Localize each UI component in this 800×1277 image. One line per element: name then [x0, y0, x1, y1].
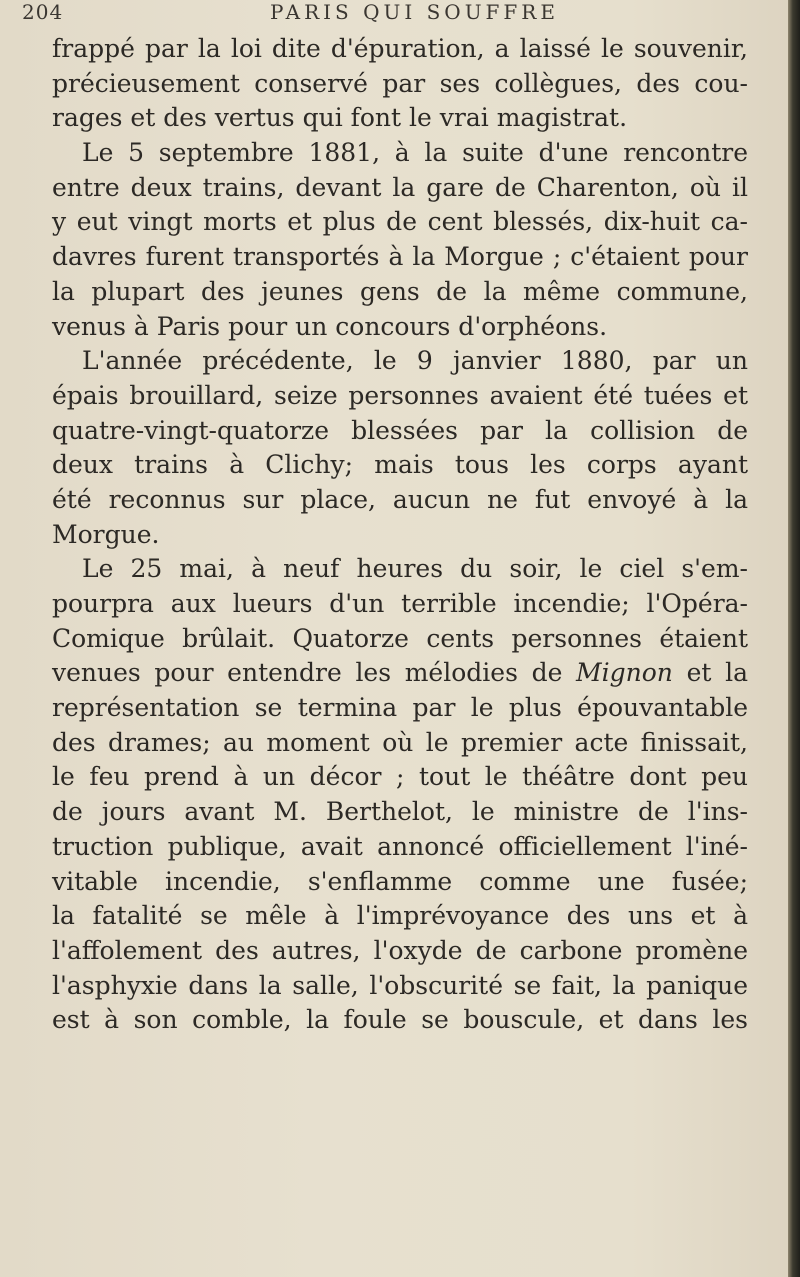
text-line: Le 5 septembre 1881, à la suite d'une rencontre [82, 138, 748, 168]
text-line: l'affolement des autres, l'oxyde de carbone promène [52, 935, 748, 965]
body-text [52, 32, 748, 1038]
text-line: Comique brûlait. Quatorze cents personnes étaient [52, 623, 748, 653]
text-line: de jours avant M. Berthelot, le ministre de l'ins- [52, 797, 748, 827]
text-line: la fatalité se mêle à l'imprévoyance des uns et à [52, 901, 748, 931]
italic-title: Mignon [576, 658, 673, 688]
text-segment: et la [686, 658, 748, 688]
text-line: la plupart des jeunes gens de la même commune, [52, 276, 748, 306]
page-number: 204 [22, 0, 64, 24]
text-line: des drames; au moment où le premier acte finissait, [52, 727, 748, 757]
text-line: vitable incendie, s'enflamme comme une fusée; [52, 866, 748, 896]
text-line: représentation se termina par le plus épouvantable [52, 693, 748, 723]
text-line: Morgue. [52, 519, 160, 549]
text-line-with-italic [52, 656, 748, 691]
text-line: précieusement conservé par ses collègues, des cou- [52, 68, 748, 98]
text-line: quatre-vingt-quatorze blessées par la collision de [52, 415, 748, 445]
text-line: le feu prend à un décor ; tout le théâtre dont peu [52, 762, 748, 792]
text-line: frappé par la loi dite d'épuration, a laissé le souvenir, [52, 34, 748, 63]
text-line: rages et des vertus qui font le vrai magistrat. [52, 103, 628, 133]
text-line: L'année précédente, le 9 janvier 1880, par un [82, 346, 748, 376]
text-line: truction publique, avait annoncé officiellement l'iné- [52, 831, 748, 861]
text-segment: venues pour entendre les mélodies de [52, 658, 563, 688]
text-line: été reconnus sur place, aucun ne fut envoyé à la [52, 484, 748, 514]
text-line: Le 25 mai, à neuf heures du soir, le ciel s'em- [82, 554, 748, 584]
text-line: deux trains à Clichy; mais tous les corps ayant [52, 450, 748, 480]
text-line: y eut vingt morts et plus de cent blessés, dix-huit ca- [52, 207, 748, 237]
page-header [0, 0, 788, 34]
page-edge-shadow [788, 0, 800, 1277]
text-line: davres furent transportés à la Morgue ; c'étaient pour [52, 242, 748, 272]
text-line: l'asphyxie dans la salle, l'obscurité se fait, la panique [52, 970, 748, 1000]
text-line: est à son comble, la foule se bouscule, et dans les [52, 1005, 748, 1035]
text-line: venus à Paris pour un concours d'orphéons. [52, 311, 608, 341]
text-line: pourpra aux lueurs d'un terrible incendie; l'Opéra- [52, 589, 748, 618]
text-line: entre deux trains, devant la gare de Charenton, où il [52, 172, 748, 202]
running-title: PARIS QUI SOUFFRE [270, 0, 559, 24]
text-line: épais brouillard, seize personnes avaient été tuées et [52, 380, 748, 410]
